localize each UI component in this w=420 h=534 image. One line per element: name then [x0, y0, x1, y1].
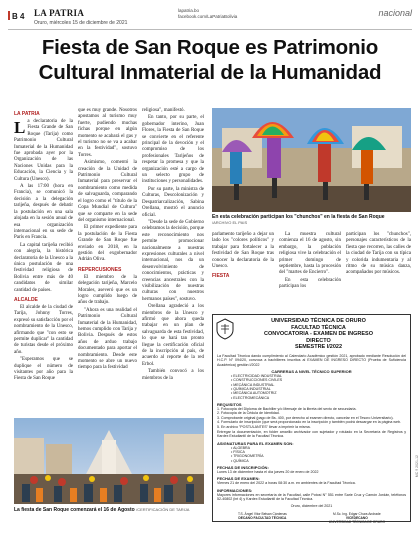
info-text: Mayores informaciones en secretaría de la Facultad, calle Potosí N° 551 entre Sarie Cruz y Camón Jordán, teléfonos 52-40802 (int 4) y Kardex Estudiantil de la Facultad Técnica. [217, 492, 406, 502]
requirement-item: 1. Fotocopia del Diploma de Bachiller y/o Mensaje de la libreta del sexto de secundaria. [217, 406, 357, 411]
notice-title-line: CONVOCATORIA - EXAMEN DE INGRESO [264, 331, 373, 338]
article-column-3 [142, 108, 204, 383]
page-number: B 4 [8, 11, 24, 21]
headline: Fiesta de San Roque es Patrimonio Cultural Inmaterial de la Humanidad [38, 36, 382, 84]
photo-credit: /ARCHIVO EL PAIS [212, 220, 248, 225]
photo-credit: /CERTIFICACIÓN DE TARIJA [136, 507, 190, 512]
career-item: • ELECTROMECÁNICA [231, 395, 270, 400]
paragraph: que es muy grande. Nosotros apostamos al turismo muy fuerte, pudiendo muchas fichas porque en algún momento se acabará el gas y el turismo no se va a acabar en la festividad", sostuvo Torres. [78, 108, 137, 158]
signer-name: M.Sc. Ing. Edgar Chura Andrade [333, 512, 381, 517]
signature-vicedean [329, 512, 385, 524]
header-rule [8, 29, 412, 30]
notice-title-line: DIRECTO [306, 337, 331, 344]
caption-text: En esta celebración participan los "chunchos" en la fiesta de San Roque [212, 214, 385, 220]
paragraph: El primer expediente para la postulación de la Fiesta Grande de San Roque fue enviado en 2018, en la gestión del exgobernador Adrián Oliva. [78, 225, 137, 263]
subject-item: • FÍSICA [231, 450, 245, 455]
subjects-heading: ASIGNATURAS PARA EL EXAMEN SON: [217, 440, 294, 446]
notice-title [231, 318, 406, 351]
career-item: • QUÍMICA INDUSTRIAL [231, 387, 271, 392]
signatures [217, 512, 406, 524]
section-name: nacional [378, 8, 412, 18]
paragraph: La capital tarijeña recibió con alegría, la histórica declaratoria de la Unesco a la única postulación de una festividad religiosa de Bolivia entre más de 40 candidatos de similar cantidad de países. [14, 242, 73, 293]
date-line: Oruro, miércoles 15 de diciembre de 2021 [34, 20, 128, 26]
careers-list [217, 374, 406, 400]
signer-role: VICEDECANO [345, 516, 368, 521]
requirement-item: 2. Fotocopia de la Cédula de Identidad. [217, 411, 280, 416]
paragraph: En esta celebración participan los [279, 277, 341, 290]
article-column-4 [212, 232, 274, 281]
submission-note: Entregar la documentación, en folder amarillo archivador con sujetador y rotulado en la Secretaría de Registros y Kardex Estudiantil de la Facultad Técnica. [217, 430, 406, 439]
subject-item: • ALGEBRA [231, 445, 251, 450]
paragraph: A las 17:00 (hora en Francia), se comunicó la decisión a la delegación tarijeña, después de debatir la postulación en una sala alojada en la sesión anual de esa organización internacional en su sede de París en Francia. [14, 184, 73, 241]
signer-name: T.S. Ángel Vitor Belsan Cárdenas [237, 512, 287, 517]
article-column-5 [279, 232, 341, 292]
career-item: • MECÁNICA INDUSTRIAL [231, 382, 275, 387]
paragraph: En tanto, por su parte, el gobernador interino, Juan Flores, la Fiesta de San Roque se convierte en el referente principal de la devoción y el compromiso de los profesionales Tarijeños de respetar la promesa y que la organización esté a cargo de un selecto grupo de instituciones y personalidades. [142, 115, 204, 185]
paragraph: parlamento tarijeño a dejar un lado los "colores políticos" y trabajar para fortalecer a la festividad de San Roque tras conocer la declaratoria de la Unesco. [212, 232, 274, 270]
photo-chunchos-caption [212, 214, 411, 226]
drop-cap: L [14, 118, 26, 137]
notice-title-line: UNIVERSIDAD TÉCNICA DE ORURO [271, 318, 366, 324]
article-column-1 [14, 108, 73, 384]
photo-chunchos [212, 108, 411, 212]
paragraph: Asimismo, comentó la creación de la Unidad de Patrimonio Cultural Inmaterial para preservar el nombramiento como medida de salvaguarda, comparando el logro como el "título de la Copa Mundial de Cultura" que se comparte en la sede del organismo internacional. [78, 160, 137, 223]
signer-institution: UNIVERSIDAD TÉCNICA DE ORURO [328, 520, 386, 525]
registration-dates: Lunes 13 de diciembre hasta el día jueves 20 de enero de 2022 [217, 470, 319, 474]
requirement-item: 5. En archivo "POSTULANTES" llevar a imprimir la misma. [217, 424, 311, 429]
paragraph: participan los "chunchos", personajes característicos de la fiesta que recorren, las calles de la ciudad de Tarija con su típica y colorida indumentaria y al ritmo de su música danza, acompañados por músicos. [346, 232, 411, 276]
dates-heading: FECHAS DE INSCRIPCIÓN: [217, 465, 269, 470]
article-column-2 [78, 108, 137, 373]
notice-title-line: FACULTAD TÉCNICA [291, 324, 346, 331]
career-item: • MECÁNICA AUTOMOTRIZ [231, 391, 277, 396]
subhead-repercusiones: REPERCUSIONES [78, 266, 122, 273]
facebook-page: facebook.com/LaPatriaBolivia [178, 14, 238, 19]
paragraph: El alcalde de la ciudad de Tarija, Johnny Torres, expresó su satisfacción por el nombramiento de la Unesco, afirmando que "con esto se permite duplicar" la cantidad de turistas desde el próximo año. [14, 304, 73, 355]
university-notice [212, 314, 411, 525]
exam-date: Viernes 21 de enero del 2022 a horas 08:30 a.m. en ambientes de la Facultad Técnica. [217, 481, 356, 486]
paragraph: "Desde la sede de Gobierno celebramos la decisión, porque este reconocimiento nos permite promocionar nacionalmente a nuestras expresiones culturales a nivel internacional, nos da un desenvolvimiento de conocimientos, prácticas y creencias ancestrales con la visibilización de nuestras culturas con nuestros hermanos países", sostuvo. [142, 219, 204, 302]
requirements-list [217, 407, 406, 429]
requirement-item: 3. Comprobante original (pago de Bs. 400, por derecho al examen directo, cancelar en el Tesoro Universitario). [217, 415, 394, 420]
subject-item: • TRIGONOMETRÍA [231, 454, 264, 459]
paragraph: Orellana agradeció a los miembros de la Unesco y afirmó que ahora queda trabajar en un plan de salvaguarda de esta festividad, lo que se hará tan pronto llegue la certificación oficial de la inscripción al país, de acuerdo al reporte de la red Erbol. [142, 304, 204, 367]
subject-item: • QUÍMICA [231, 458, 249, 463]
exam-heading: FECHAS DE EXAMEN: [217, 476, 260, 482]
newspaper-name: LA PATRIA [34, 8, 85, 18]
requirement-item: 4. Formulario de inscripción (que será proporcionado en la inscripción y también podrá descargar en la página web. [217, 420, 401, 425]
signer-role: DECANO FACULTAD TÉCNICA [238, 516, 287, 521]
paragraph: Por su parte, la ministra de Culturas, Descolonización y Despatriarcalización, Sabina Orellana, mostró el anuncio oficial. [142, 186, 204, 218]
byline: LA PATRIA [14, 111, 40, 117]
career-item: • CONSTRUCCIONES CIVILES [231, 378, 283, 383]
lead-paragraph: a declaratoria de la Fiesta Grande de San Roque (Tarija) como Patrimonio Cultural Inmaterial de la Humanidad fue aprobada ayer por la Organización de las Naciones Unidas para la Educación, la Ciencia y la Cultura (Unesco). [14, 119, 73, 182]
paragraph: La muestra cultural comienza el 16 de agosto, sin embargo, la población religiosa vive la celebración el primer domingo de septiembre, hasta la procesión del "martes de Encierro". [279, 232, 341, 276]
paragraph: religiosa", manifestó. [142, 108, 185, 113]
paragraph: "Ahora es una realidad el Patrimonio Cultural Inmaterial de la Humanidad, hemos cumplido con Tarija y Bolivia. Después de estos años de arduo trabajo documentado para aportar el nombramiento. Desde este momento se abre un nuevo tiempo para la festividad [78, 307, 137, 371]
website: lapatria.bo [178, 8, 200, 13]
signature-dean [238, 512, 287, 524]
paragraph: El miembro de la delegación tarijeña, Marcelo Morales, aseveró que es un logro cumplido luego de años de trabajo. [78, 274, 137, 306]
photo-procession [14, 418, 204, 504]
info-heading: INFORMACIONES: [217, 487, 253, 493]
place-date: Oruro, diciembre del 2021 [290, 503, 333, 508]
web-info [178, 8, 237, 20]
notice-intro: La Facultad Técnica dando cumplimiento al Calendario Académico gestión 2021, aprobado mediante Resolución del H.C.P. N° 094/20, convoca a bachilleres inscritos al EXAMEN DE INGRESO DIRECTO (Prueba de Suficiencia Académica) gestión I/2022 [217, 353, 406, 367]
careers-heading: CARRERAS A NIVEL TÉCNICO SUPERIOR [271, 369, 352, 375]
photo-procession-caption [14, 507, 209, 513]
ad-code: MC 9 2021-12 [415, 455, 419, 478]
paragraph: "Esperamos que se duplique el número de visitantes por año para la Fiesta de San Roque [14, 357, 73, 382]
subhead-fiesta: FIESTA [212, 273, 230, 280]
career-item: • ELECTRICIDAD INDUSTRIAL [231, 374, 282, 379]
subjects-list [217, 446, 406, 463]
article-column-6 [346, 232, 411, 278]
notice-title-line: SEMESTRE I/2022 [294, 344, 343, 351]
caption-text: La fiesta de San Roque comenzará el 16 de Agosto [14, 507, 135, 513]
subhead-alcalde: ALCALDE [14, 296, 38, 303]
paragraph: También convocó a los miembros de la [142, 369, 204, 381]
requirements-heading: REQUISITOS [217, 401, 242, 407]
